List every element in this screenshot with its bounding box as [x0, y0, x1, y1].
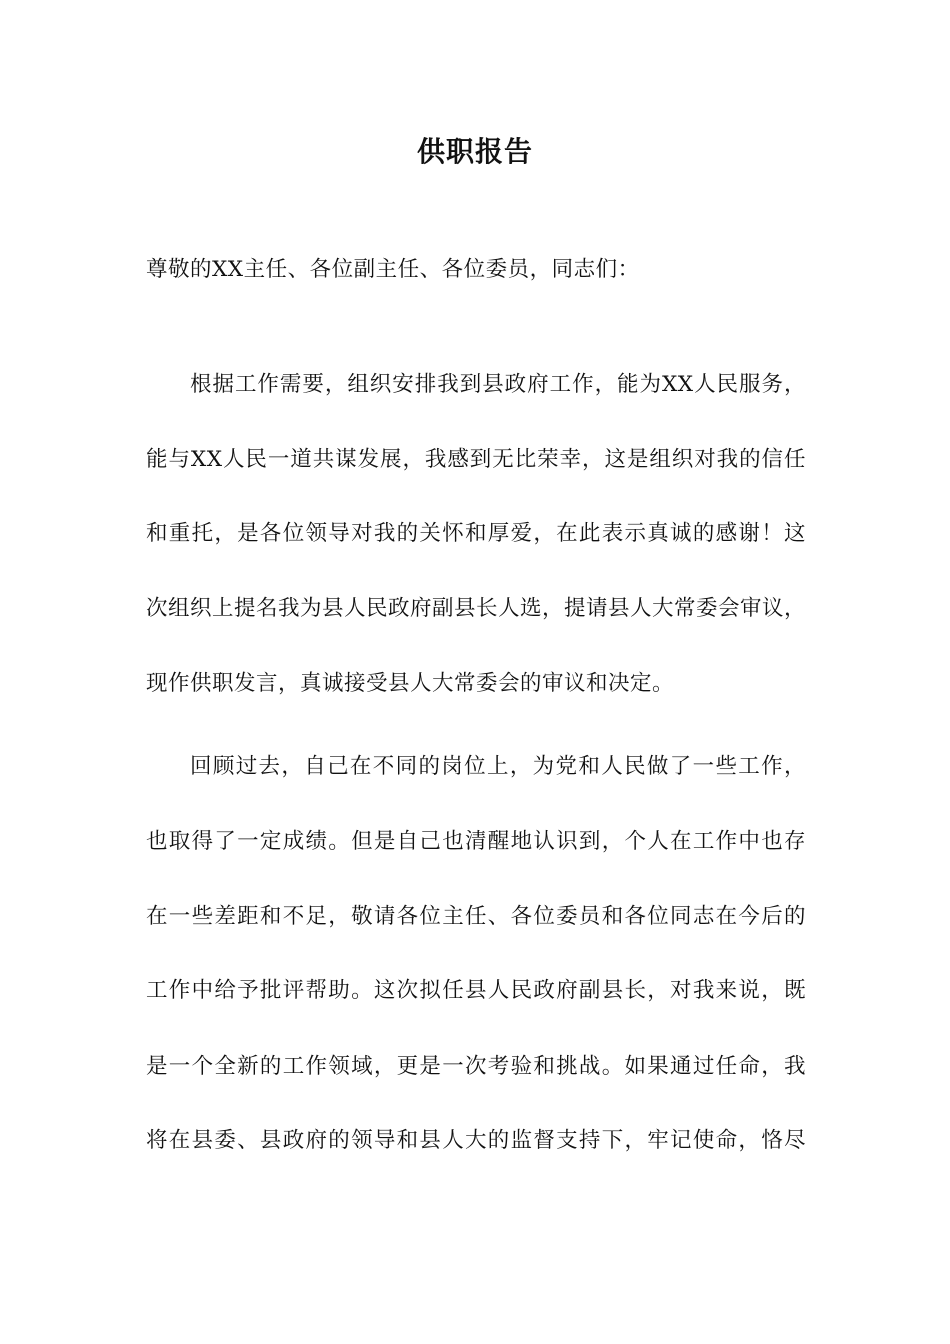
paragraph-2-line-3: 在一些差距和不足，敬请各位主任、各位委员和各位同志在今后的: [146, 904, 806, 929]
document-title: 供职报告: [416, 135, 533, 168]
paragraph-2-line-6: 将在县委、县政府的领导和县人大的监督支持下，牢记使命，恪尽: [146, 1128, 806, 1153]
paragraph-1-line-3: 和重托，是各位领导对我的关怀和厚爱，在此表示真诚的感谢！这: [146, 521, 806, 546]
paragraph-1-line-5: 现作供职发言，真诚接受县人大常委会的审议和决定。: [146, 671, 675, 696]
document-body: [146, 0, 806, 1344]
paragraph-1-line-4: 次组织上提名我为县人民政府副县长人选，提请县人大常委会审议，: [146, 596, 807, 621]
paragraph-2-line-5: 是一个全新的工作领域，更是一次考验和挑战。如果通过任命，我: [146, 1054, 806, 1079]
salutation: 尊敬的XX主任、各位副主任、各位委员，同志们：: [146, 257, 640, 282]
paragraph-2-line-2: 也取得了一定成绩。但是自己也清醒地认识到，个人在工作中也存: [146, 829, 806, 854]
paragraph-2-line-1: 回顾过去，自己在不同的岗位上，为党和人民做了一些工作，: [190, 754, 806, 779]
paragraph-1-line-1: 根据工作需要，组织安排我到县政府工作，能为XX人民服务，: [190, 372, 806, 397]
paragraph-2-line-4: 工作中给予批评帮助。这次拟任县人民政府副县长，对我来说，既: [146, 978, 806, 1003]
paragraph-1-line-2: 能与XX人民一道共谋发展，我感到无比荣幸，这是组织对我的信任: [146, 447, 806, 472]
